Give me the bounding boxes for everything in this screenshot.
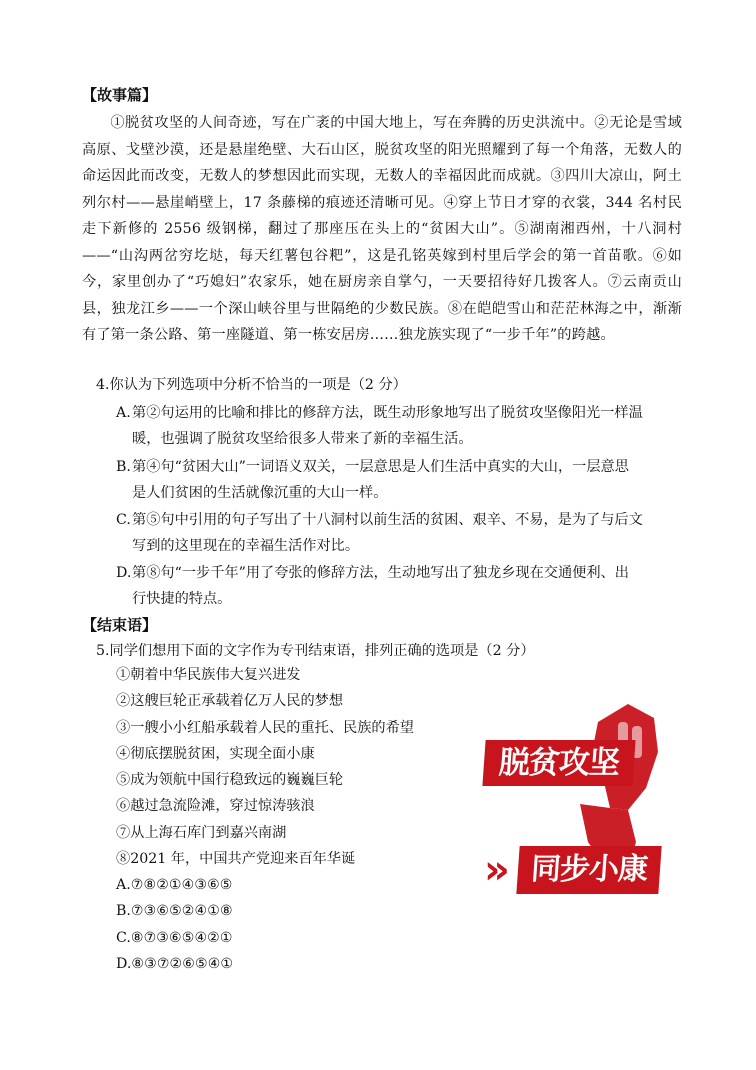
question-4-option-d[interactable] [116,560,682,612]
sentence-item: ①朝着中华民族伟大复兴进发 [116,667,301,683]
answer-option-c[interactable]: C.⑧⑦③⑥⑤④②① [116,929,233,946]
question-4-option-b[interactable] [116,454,682,506]
option-text: 第⑤句中引用的句子写出了十八洞村以前生活的贫困、艰辛、不易，是为了与后文 [132,512,643,528]
answer-option-b[interactable]: B.⑦③⑥⑤②④①⑧ [116,903,233,920]
question-5-stem: 5.同学们想用下面的文字作为专刊结束语，排列正确的选项是（2 分） [96,643,535,659]
sentence-item: ④彻底摆脱贫困，实现全面小康 [116,745,315,762]
option-text-continued: 写到的这里现在的幸福生活作对比。 [132,538,360,554]
option-text: 第⑧句“一步千年”用了夸张的修辞方法，生动地写出了独龙乡现在交通便利、出 [132,565,629,581]
option-label: D. [116,565,132,581]
story-passage [82,110,682,349]
option-text-continued: 是人们贫困的生活就像沉重的大山一样。 [132,485,388,501]
sentence-item: ⑦从上海石库门到嘉兴南湖 [116,824,287,841]
sentence-item: ③一艘小小红船承载着人民的重托、民族的希望 [116,719,414,736]
question-4-option-a[interactable] [116,400,682,452]
double-chevron-icon: » [484,847,510,893]
answer-option-d[interactable]: D.⑧③⑦②⑥⑤④① [116,955,234,972]
option-label: B. [116,459,131,475]
poster-title-line-2: 同步小康 [516,846,661,894]
sentence-item: ②这艘巨轮正承载着亿万人民的梦想 [116,693,344,710]
option-label: C. [116,512,131,528]
question-4-option-c[interactable] [116,507,682,559]
ending-section-heading: 【结束语】 [82,616,158,634]
sentence-item: ⑥越过急流险滩，穿过惊涛骇浪 [116,798,315,815]
sentence-item: ⑧2021 年，中国共产党迎来百年华诞 [116,851,356,868]
sentence-item: ⑤成为领航中国行稳致远的巍巍巨轮 [116,772,344,789]
option-text: 第②句运用的比喻和排比的修辞方法，既生动形象地写出了脱贫攻坚像阳光一样温 [132,405,643,421]
option-text-continued: 暖，也强调了脱贫攻坚给很多人带来了新的幸福生活。 [132,431,473,447]
option-text: 第④句“贫困大山”一词语义双关，一层意思是人们生活中真实的大山，一层意思 [132,459,629,475]
story-section-heading: 【故事篇】 [82,86,158,104]
poverty-alleviation-poster [478,692,664,918]
poster-title-line-1: 脱贫攻坚 [482,740,635,786]
option-text-continued: 行快捷的特点。 [132,591,232,607]
question-5-sentence-list [116,662,414,872]
option-label: A. [116,405,131,421]
answer-option-a[interactable]: A.⑦⑧②①④③⑥⑤ [116,877,233,893]
question-5-answer-options [116,872,233,977]
question-4-stem: 4.你认为下列选项中分析不恰当的一项是（2 分） [96,377,407,393]
passage-text: ①脱贫攻坚的人间奇迹，写在广袤的中国大地上，写在奔腾的历史洪流中。②无论是雪域高原、戈壁沙漠，还是悬崖绝壁、大石山区，脱贫攻坚的阳光照耀到了每一个角落，无数人的命运因此而改变，无数人的梦想因此而实现，无数人的幸福因此而成就。③四川大凉山，阿土列尔村——悬崖峭壁上，17 条藤梯的痕迹还清晰可见。④穿上节日才穿的衣裳，344 名村民走下新修的 2556 级钢梯，翻过了那座压在头上的“贫困大山”。⑤湖南湘西州，十八洞村——“山沟两岔穷圪垯，每天红薯包谷粑”，这是孔铭英嫁到村里后学会的第一首苗歌。⑥如今，家里创办了“巧媳妇”农家乐，她在厨房亲自掌勺，一天要招待好几拨客人。⑦云南贡山县，独龙江乡——一个深山峡谷里与世隔绝的少数民族。⑧在皑皑雪山和茫茫林海之中，渐渐有了第一条公路、第一座隧道、第一栋安居房……独龙族实现了“一步千年”的跨越。 [82,115,682,343]
